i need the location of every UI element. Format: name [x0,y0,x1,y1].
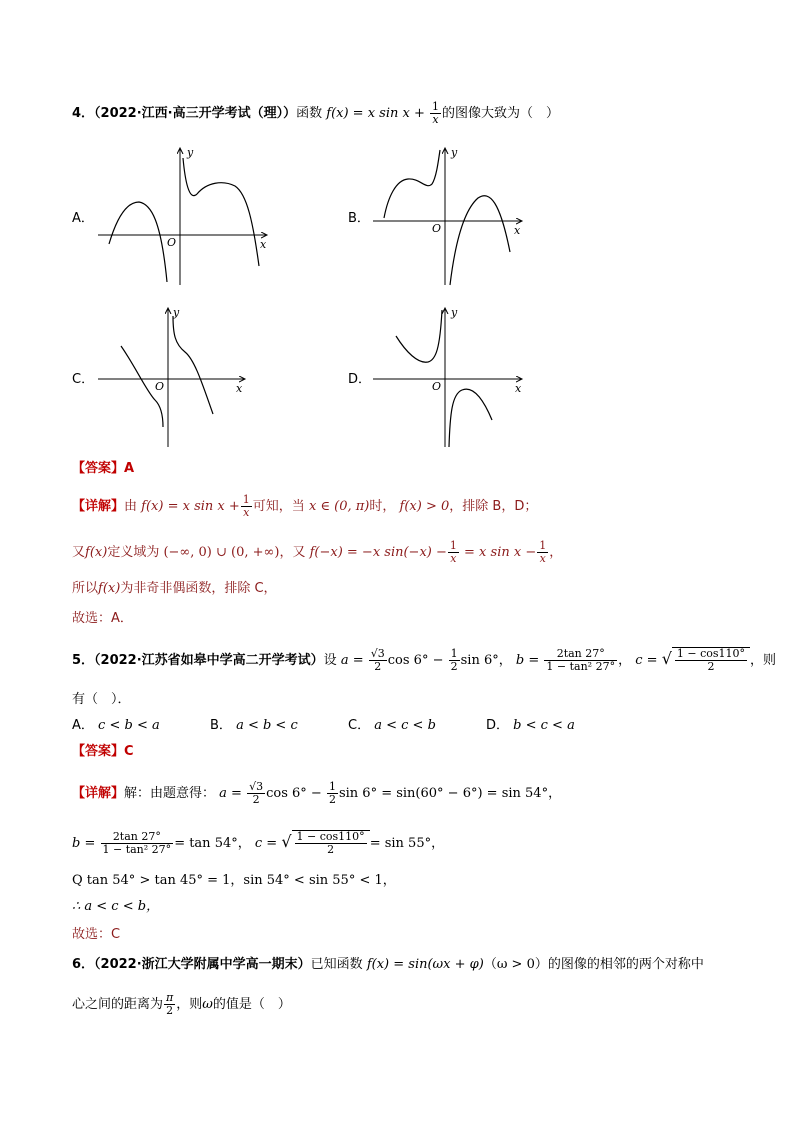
q4-number: 4． [72,106,95,121]
q4-detail-line-2: 又f(x)定义域为 (−∞, 0) ∪ (0, +∞)，又 f(−x) = −x sin(−x) − $\frac{1}{x}$ = x sin x − $\frac{1}{x}$ ， [72,539,563,565]
origin-label: O [432,222,442,235]
curve-right [183,158,259,266]
q4-option-d: D． [348,372,372,387]
x-axis-label: x [260,238,267,251]
origin-label: O [155,380,165,393]
q5-detail-line-3: Q tan 54° > tan 45° = 1，sin 54° < sin 55° < 1， [72,873,396,888]
q5-detail-line-1: 【详解】解：由题意得： a = $\frac{√3}{2}$ cos 6° − $\frac{1}{2}$ sin 6° = sin(60° − 6°) = sin 54°， [72,780,562,806]
q6-stem-cont: 心之间的距离为 $\frac{\pi}{2}$ ，则ω的值是（ ） [72,991,291,1017]
x-axis-label: x [515,382,522,395]
q4-option-a: A． [72,211,94,226]
curve-right [173,316,213,414]
q4-detail-line-1: 【详解】由 f(x) = x sin x + $\frac{1}{x}$ 可知，当 x ∈ (0, π)时， f(x) > 0，排除 B，D； [72,493,538,519]
curve-right [450,196,510,285]
q5-answer: 【答案】C [72,744,134,759]
graph-b [370,142,530,287]
q5-detail-line-2: b = $\frac{2\tan 27^\circ}{\text{1 − tan² 27°}}$ = tan 54°， c = √ $\frac{1 - \cos 110^\circ}{2}$ = sin 55°， [72,830,445,856]
q5-option-b: B． a < b < c [210,718,298,733]
q4-detail-line-3: 所以f(x)为非奇非偶函数，排除 C， [72,581,277,596]
q5-option-d: D． b < c < a [486,718,575,733]
y-axis-label: y [187,146,194,159]
curve-left [109,202,167,282]
y-axis-label: y [173,306,180,319]
curve-left [384,150,440,218]
fraction: $\frac{1}{x}$ [432,100,440,126]
x-axis-label: x [236,382,243,395]
q5-option-a: A． c < b < a [72,718,160,733]
graph-a [95,142,285,287]
q5-conclusion: 故选：C [72,927,121,942]
curve-left [396,310,442,362]
graph-d [370,304,530,449]
q5-source: （2022·江苏省如皋中学高二开学考试） [94,653,324,668]
y-axis-label: y [451,306,458,319]
curve-right [449,389,492,447]
q4-function: f(x) = x sin x + [326,106,425,121]
q5-stem-cont: 有（ ）． [72,692,131,707]
q4-answer: 【答案】A [72,461,135,476]
y-axis-label: y [451,146,458,159]
q4-stem: 4．（2022·江西·高三开学考试（理））函数 f(x) = x sin x + $\frac{1}{x}$ 的图像大致为（ ） [72,100,560,126]
origin-label: O [167,236,177,249]
q5-option-c: C． a < c < b [348,718,436,733]
q6-number: 6． [72,957,95,972]
q5-stem: 5．（2022·江苏省如皋中学高二开学考试）设 a = $\frac{√3}{2}$ cos 6° − $\frac{1}{2}$ sin 6°， b = $\frac{2\tan 27^\circ}{\text{1 − tan² 27°}}$ ， c = √ $\frac{1 - \cos 110^\circ}{2}$ ，则 [72,647,777,673]
graph-c [95,304,255,449]
q4-option-c: C． [72,372,95,387]
origin-label: O [432,380,442,393]
q6-stem: 6．（2022·浙江大学附属中学高一期末）已知函数 f(x) = sin(ωx + φ)（ω > 0）的图像的相邻的两个对称中 [72,957,704,972]
x-axis-label: x [514,224,521,237]
q4-source: （2022·江西·高三开学考试（理）） [94,106,297,121]
q6-source: （2022·浙江大学附属中学高一期末） [94,957,311,972]
q4-conclusion: 故选：A． [72,611,133,626]
q5-detail-line-4: ∴ a < c < b， [72,899,160,914]
q5-number: 5． [72,653,95,668]
q4-option-b: B． [348,211,370,226]
